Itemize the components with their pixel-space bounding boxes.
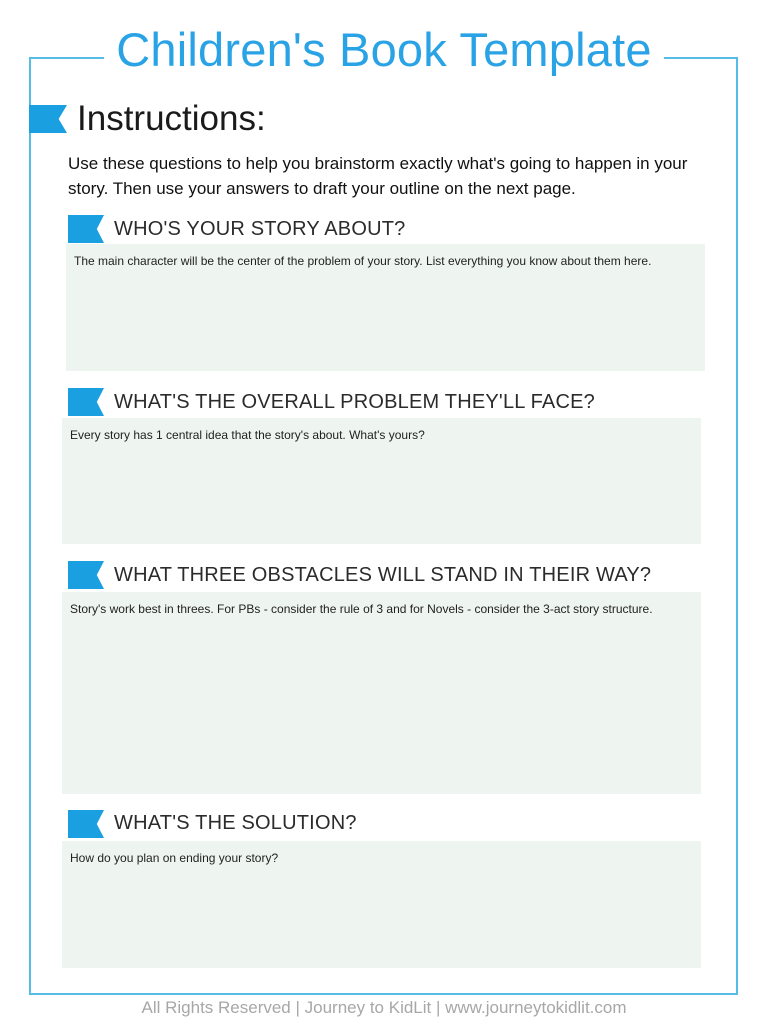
instructions-heading: Instructions: bbox=[77, 99, 266, 138]
section-heading-problem: WHAT'S THE OVERALL PROBLEM THEY'LL FACE? bbox=[114, 391, 595, 413]
answer-prompt: The main character will be the center of the problem of your story. List everything you know about them here. bbox=[74, 254, 652, 268]
answer-prompt: Story's work best in threes. For PBs - consider the rule of 3 and for Novels - consider the 3-act story structure. bbox=[70, 602, 653, 616]
answer-box-obstacles[interactable] bbox=[62, 592, 701, 794]
title-wrap bbox=[0, 20, 768, 80]
answer-box-solution[interactable] bbox=[62, 841, 701, 968]
answer-prompt: Every story has 1 central idea that the story's about. What's yours? bbox=[70, 428, 425, 442]
section-heading-who: WHO'S YOUR STORY ABOUT? bbox=[114, 218, 406, 240]
section-heading-obstacles: WHAT THREE OBSTACLES WILL STAND IN THEIR WAY? bbox=[114, 564, 652, 586]
answer-prompt: How do you plan on ending your story? bbox=[70, 851, 279, 865]
page-title: Children's Book Template bbox=[104, 20, 663, 80]
instructions-text: Use these questions to help you brainstorm exactly what's going to happen in your story. Then use your answers to draft your outline on the next page. bbox=[68, 154, 688, 198]
footer: All Rights Reserved | Journey to KidLit | www.journeytokidlit.com bbox=[141, 998, 627, 1017]
answer-box-problem[interactable] bbox=[62, 418, 701, 544]
answer-box-who[interactable] bbox=[66, 244, 705, 371]
section-heading-solution: WHAT'S THE SOLUTION? bbox=[114, 812, 357, 834]
